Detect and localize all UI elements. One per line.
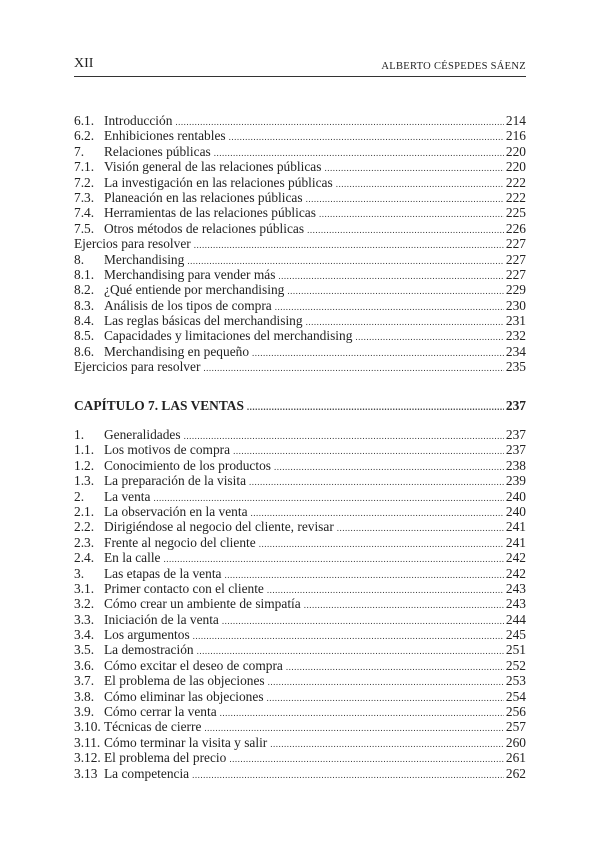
entry-page: 251: [505, 642, 526, 658]
chapter-title: CAPÍTULO 7. LAS VENTAS: [74, 398, 244, 413]
entry-title: La demostración: [104, 642, 194, 658]
entry-page: 220: [505, 159, 526, 175]
dot-leader: [203, 361, 504, 376]
entry-number: 3.6.: [74, 657, 95, 673]
running-author: ALBERTO CÉSPEDES SÁENZ: [381, 61, 526, 72]
entry-title: ¿Qué entiende por merchandising: [104, 282, 285, 298]
entry-title: Visión general de las relaciones públicas: [104, 159, 322, 175]
entry-page: 231: [505, 313, 526, 329]
entry-title: Enhibiciones rentables: [104, 128, 226, 144]
toc-entry: [74, 298, 526, 313]
toc-entry: [74, 489, 526, 504]
toc-entry: [74, 535, 526, 550]
entry-title: Introducción: [104, 113, 173, 128]
toc-entry: [74, 596, 526, 611]
entry-title: Ejercicios para resolver: [74, 359, 201, 375]
entry-number: 2.3.: [74, 534, 95, 550]
entry-number: 3.10.: [74, 719, 101, 735]
toc-entry: [74, 144, 526, 159]
entry-page: 240: [505, 503, 526, 519]
entry-page: 229: [505, 282, 526, 298]
entry-page: 245: [505, 627, 526, 643]
entry-title: Análisis de los tipos de compra: [104, 297, 272, 313]
toc-entry: [74, 612, 526, 627]
toc-entry: [74, 252, 526, 267]
entry-number: 3.8.: [74, 688, 95, 704]
entry-title: Frente al negocio del cliente: [104, 534, 256, 550]
toc-entry: [74, 642, 526, 657]
entry-number: 1.: [74, 427, 85, 442]
entry-number: 7.2.: [74, 174, 95, 190]
toc-entry: [74, 735, 526, 750]
entry-number: 7.3.: [74, 189, 95, 205]
entry-page: 227: [505, 266, 526, 282]
entry-page: 239: [505, 473, 526, 489]
entry-title: La preparación de la visita: [104, 473, 247, 489]
entry-title: Conocimiento de los productos: [104, 457, 271, 473]
entry-page: 238: [505, 457, 526, 473]
entry-title: Ejercios para resolver: [74, 236, 191, 252]
entry-title: La competencia: [104, 765, 190, 781]
entry-title: Generalidades: [104, 427, 181, 442]
entry-number: 7.: [74, 143, 85, 159]
entry-page: 262: [505, 765, 526, 781]
toc-entry: [74, 519, 526, 534]
entry-title: Las etapas de la venta: [104, 565, 222, 581]
toc-entry: [74, 359, 526, 374]
entry-number: 8.1.: [74, 266, 95, 282]
entry-number: 2.4.: [74, 550, 95, 566]
entry-title: Planeación en las relaciones públicas: [104, 189, 303, 205]
toc-entry: [74, 504, 526, 519]
entry-page: 234: [505, 343, 526, 359]
entry-number: 8.5.: [74, 328, 95, 344]
entry-number: 8.2.: [74, 282, 95, 298]
entry-title: En la calle: [104, 550, 161, 566]
entry-title: Cómo cerrar la venta: [104, 704, 217, 720]
entry-page: 254: [505, 688, 526, 704]
entry-title: La venta: [104, 488, 151, 504]
entry-number: 3.5.: [74, 642, 95, 658]
toc-entry: [74, 221, 526, 236]
entry-number: 1.3.: [74, 473, 95, 489]
entry-number: 1.2.: [74, 457, 95, 473]
entry-title: La observación en la venta: [104, 503, 248, 519]
entry-number: 6.2.: [74, 128, 95, 144]
entry-page: 257: [505, 719, 526, 735]
toc-entry: [74, 442, 526, 457]
entry-page: 222: [505, 189, 526, 205]
entry-title: Las reglas básicas del merchandising: [104, 313, 303, 329]
toc-entry: [74, 689, 526, 704]
entry-number: 3.3.: [74, 611, 95, 627]
entry-page: 243: [505, 596, 526, 612]
entry-page: 242: [505, 565, 526, 581]
entry-title: Cómo crear un ambiente de simpatía: [104, 596, 301, 612]
page-number: XII: [74, 56, 94, 71]
entry-page: 226: [505, 220, 526, 236]
entry-page: 232: [505, 328, 526, 344]
entry-number: 3.9.: [74, 704, 95, 720]
toc-entry: [74, 581, 526, 596]
entry-title: El problema de las objeciones: [104, 673, 265, 689]
toc-section-a: [74, 113, 526, 375]
chapter-page: 237: [505, 398, 526, 413]
entry-page: 222: [505, 174, 526, 190]
toc-entry: [74, 673, 526, 688]
entry-page: 227: [505, 251, 526, 267]
entry-page: 240: [505, 488, 526, 504]
entry-page: 237: [505, 442, 526, 458]
entry-page: 216: [505, 128, 526, 144]
entry-title: Primer contacto con el cliente: [104, 580, 264, 596]
toc-entry: [74, 704, 526, 719]
entry-title: Dirigiéndose al negocio del cliente, revisar: [104, 519, 334, 535]
entry-title: Herramientas de las relaciones públicas: [104, 205, 316, 221]
entry-title: Merchandising para vender más: [104, 266, 276, 282]
entry-title: El problema del precio: [104, 750, 227, 766]
toc-entry: [74, 458, 526, 473]
dot-leader: [192, 768, 504, 783]
toc-entry: [74, 159, 526, 174]
entry-page: 244: [505, 611, 526, 627]
toc-entry: [74, 328, 526, 343]
entry-page: 227: [505, 236, 526, 252]
toc-entry: [74, 205, 526, 220]
entry-number: 3.: [74, 565, 85, 581]
entry-number: 2.2.: [74, 519, 95, 535]
entry-title: Otros métodos de relaciones públicas: [104, 220, 305, 236]
entry-title: Cómo eliminar las objeciones: [104, 688, 264, 704]
entry-page: 230: [505, 297, 526, 313]
entry-title: Los argumentos: [104, 627, 190, 643]
toc-entry: [74, 113, 526, 128]
entry-page: 260: [505, 734, 526, 750]
toc-entry: [74, 550, 526, 565]
entry-number: 7.1.: [74, 159, 95, 175]
entry-page: 242: [505, 550, 526, 566]
entry-number: 8.6.: [74, 343, 95, 359]
toc-entry: [74, 750, 526, 765]
toc-entry: [74, 267, 526, 282]
entry-page: 253: [505, 673, 526, 689]
entry-page: 256: [505, 704, 526, 720]
entry-title: La investigación en las relaciones públicas: [104, 174, 333, 190]
entry-title: Cómo terminar la visita y salir: [104, 734, 268, 750]
entry-title: Iniciación de la venta: [104, 611, 219, 627]
entry-page: 237: [505, 427, 526, 442]
toc-entry: [74, 427, 526, 442]
entry-number: 3.11.: [74, 734, 101, 750]
toc-entry: [74, 344, 526, 359]
entry-title: Merchandising: [104, 251, 185, 267]
entry-page: 252: [505, 657, 526, 673]
toc-entry: [74, 282, 526, 297]
entry-page: 220: [505, 143, 526, 159]
chapter-heading: [74, 398, 526, 413]
toc-chapter-heading: [74, 398, 526, 413]
entry-page: 214: [505, 113, 526, 128]
toc-entry: [74, 236, 526, 251]
toc-entry: [74, 719, 526, 734]
entry-title: Técnicas de cierre: [104, 719, 202, 735]
entry-title: Merchandising en pequeño: [104, 343, 250, 359]
entry-title: Capacidades y limitaciones del merchandising: [104, 328, 353, 344]
entry-page: 243: [505, 580, 526, 596]
entry-page: 225: [505, 205, 526, 221]
entry-page: 241: [505, 534, 526, 550]
entry-number: 2.1.: [74, 503, 95, 519]
entry-title: Cómo excitar el deseo de compra: [104, 657, 283, 673]
toc-entry: [74, 175, 526, 190]
toc-section-b: [74, 427, 526, 781]
toc-entry: [74, 128, 526, 143]
entry-page: 241: [505, 519, 526, 535]
entry-number: 8.3.: [74, 297, 95, 313]
toc-entry: [74, 473, 526, 488]
toc-entry: [74, 766, 526, 781]
toc-entry: [74, 313, 526, 328]
toc-entry: [74, 566, 526, 581]
entry-title: Relaciones públicas: [104, 143, 211, 159]
entry-number: 3.2.: [74, 596, 95, 612]
toc-entry: [74, 190, 526, 205]
toc-entry: [74, 658, 526, 673]
entry-page: 235: [505, 359, 526, 375]
entry-number: 3.4.: [74, 627, 95, 643]
entry-number: 8.: [74, 251, 85, 267]
entry-number: 3.13: [74, 765, 98, 781]
entry-number: 7.5.: [74, 220, 95, 236]
entry-number: 7.4.: [74, 205, 95, 221]
entry-page: 261: [505, 750, 526, 766]
entry-number: 6.1.: [74, 113, 95, 128]
entry-number: 1.1.: [74, 442, 95, 458]
entry-number: 3.12.: [74, 750, 101, 766]
toc-entry: [74, 627, 526, 642]
entry-number: 3.1.: [74, 580, 95, 596]
entry-title: Los motivos de compra: [104, 442, 231, 458]
running-header: [74, 56, 526, 77]
entry-number: 3.7.: [74, 673, 95, 689]
dot-leader: [247, 400, 504, 415]
entry-number: 8.4.: [74, 313, 95, 329]
entry-number: 2.: [74, 488, 85, 504]
